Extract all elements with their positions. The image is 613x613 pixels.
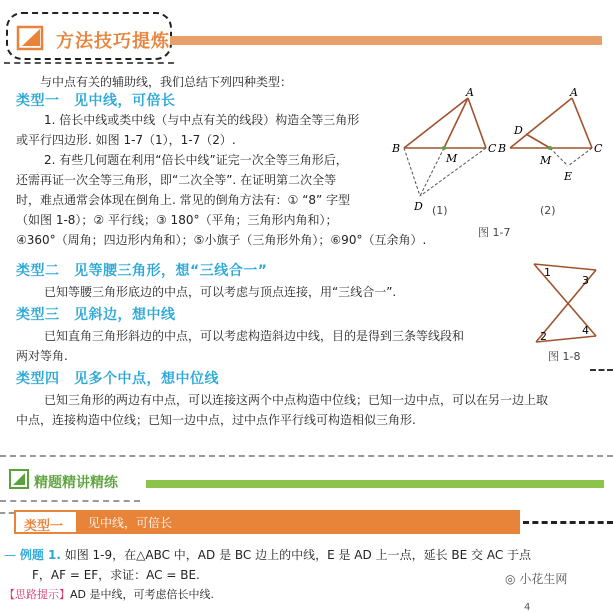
- right-edge-dash: [590, 369, 613, 371]
- watermark-text: 小花生网: [519, 572, 568, 586]
- type1-line-3: 2. 有些几何题在利用“倍长中线”证完一次全等三角形后，: [44, 153, 348, 167]
- angle-2-label: 2: [540, 330, 547, 343]
- angle-1-label: 1: [544, 266, 551, 279]
- label-B: B: [392, 142, 401, 155]
- angle-3-label: 3: [582, 274, 589, 287]
- wechat-icon: ◎: [505, 572, 516, 586]
- type2-text: 已知等腰三角形底边的中点，可以考虑与顶点连接，用“三线合一”.: [44, 285, 397, 299]
- type1-line-4: 还需再证一次全等三角形，即“二次全等”. 在证明第二次全等: [16, 173, 337, 187]
- figure-1-7-2: [496, 86, 608, 186]
- type1-line-6: （如图 1-8）；② 平行线；③ 180°（平角；三角形内角和）；: [16, 213, 338, 227]
- hint-label: 【思路提示】: [4, 588, 70, 601]
- section-underline-dash: [0, 500, 140, 502]
- intro-text: 与中点有关的辅助线，我们总结下列四种类型：: [40, 75, 293, 89]
- figure-1-7-sub2-caption: (2): [540, 204, 556, 217]
- section-title-methods: 方法技巧提炼: [56, 31, 170, 52]
- label-A: A: [570, 86, 578, 99]
- figure-1-8: [526, 256, 606, 348]
- section-accent-bar: [146, 480, 604, 488]
- figure-1-7-caption: 图 1-7: [478, 226, 511, 239]
- header-accent-bar: [170, 36, 602, 45]
- type4-heading: 类型四 见多个中点，想中位线: [16, 371, 219, 387]
- pencil-square-icon: [16, 24, 46, 52]
- angle-4-label: 4: [582, 324, 589, 337]
- page-number: 4: [524, 602, 531, 613]
- header-underline-dash: [4, 62, 174, 64]
- type1-tag: 类型一: [14, 510, 78, 534]
- type2-heading: 类型二 见等腰三角形，想“三线合一”: [16, 263, 268, 279]
- type3-heading: 类型三 见斜边，想中线: [16, 307, 176, 323]
- hint: [4, 586, 214, 602]
- tag-left-dash: [0, 512, 14, 514]
- label-D: D: [514, 124, 523, 137]
- label-D: D: [414, 200, 423, 213]
- pencil-square-icon: [8, 468, 30, 490]
- example-line-2: F，AF = EF，求证：AC = BE.: [32, 568, 200, 582]
- label-B: B: [498, 142, 507, 155]
- type1-line-1: 1. 倍长中线或类中线（与中点有关的线段）构造全等三角形: [44, 113, 360, 127]
- type1-line-5: 时，难点通常会体现在倒角上. 常见的倒角方法有：① “8” 字型: [16, 193, 351, 207]
- section-divider-dash: [0, 455, 613, 457]
- tag-right-dash: [523, 521, 613, 524]
- label-C: C: [488, 142, 497, 155]
- figure-1-7-sub1-caption: (1): [432, 204, 448, 217]
- label-M: M: [540, 154, 552, 167]
- watermark: [505, 570, 567, 587]
- label-A: A: [466, 86, 474, 99]
- example-line-1: 如图 1-9，在△ABC 中，AD 是 BC 边上的中线，E 是 AD 上一点，延长 BE 交 AC 于点: [60, 548, 532, 562]
- figure-1-8-caption: 图 1-8: [548, 350, 581, 363]
- label-M: M: [446, 152, 458, 165]
- type4-line-2: 中点，连接构造中位线；已知一边中点，过中点作平行线可构造相似三角形.: [16, 413, 416, 427]
- section-title-practice: 精题精讲精练: [34, 475, 118, 491]
- type3-line-1: 已知直角三角形斜边的中点，可以考虑构造斜边中线，目的是得到三条等线段和: [44, 329, 465, 343]
- example-label: 例题 1.: [19, 548, 61, 562]
- label-E: E: [564, 170, 573, 183]
- example-1: — 例题 1. 如图 1-9，在△ABC 中，AD 是 BC 边上的中线，E 是 AD 上一点，延长 BE 交 AC 于点 F，AF = EF，求证：AC = BE.: [0, 545, 560, 585]
- label-C: C: [594, 142, 603, 155]
- type1-line-2: 或平行四边形. 如图 1-7（1），1-7（2）.: [16, 133, 236, 147]
- type3-line-2: 两对等角.: [16, 349, 68, 363]
- hint-text: AD 是中线，可考虑倍长中线.: [70, 588, 214, 601]
- type1-tag-title: 见中线，可倍长: [78, 510, 520, 534]
- type1-line-7: ④360°（周角；四边形内角和）；⑤小旗子（三角形外角）；⑥90°（互余角）.: [16, 233, 427, 247]
- type4-line-1: 已知三角形的两边有中点，可以连接这两个中点构造中位线；已知一边中点，可以在另一边上取: [44, 393, 549, 407]
- type1-heading: 类型一 见中线，可倍长: [16, 93, 176, 109]
- figure-1-7-1: [390, 86, 500, 218]
